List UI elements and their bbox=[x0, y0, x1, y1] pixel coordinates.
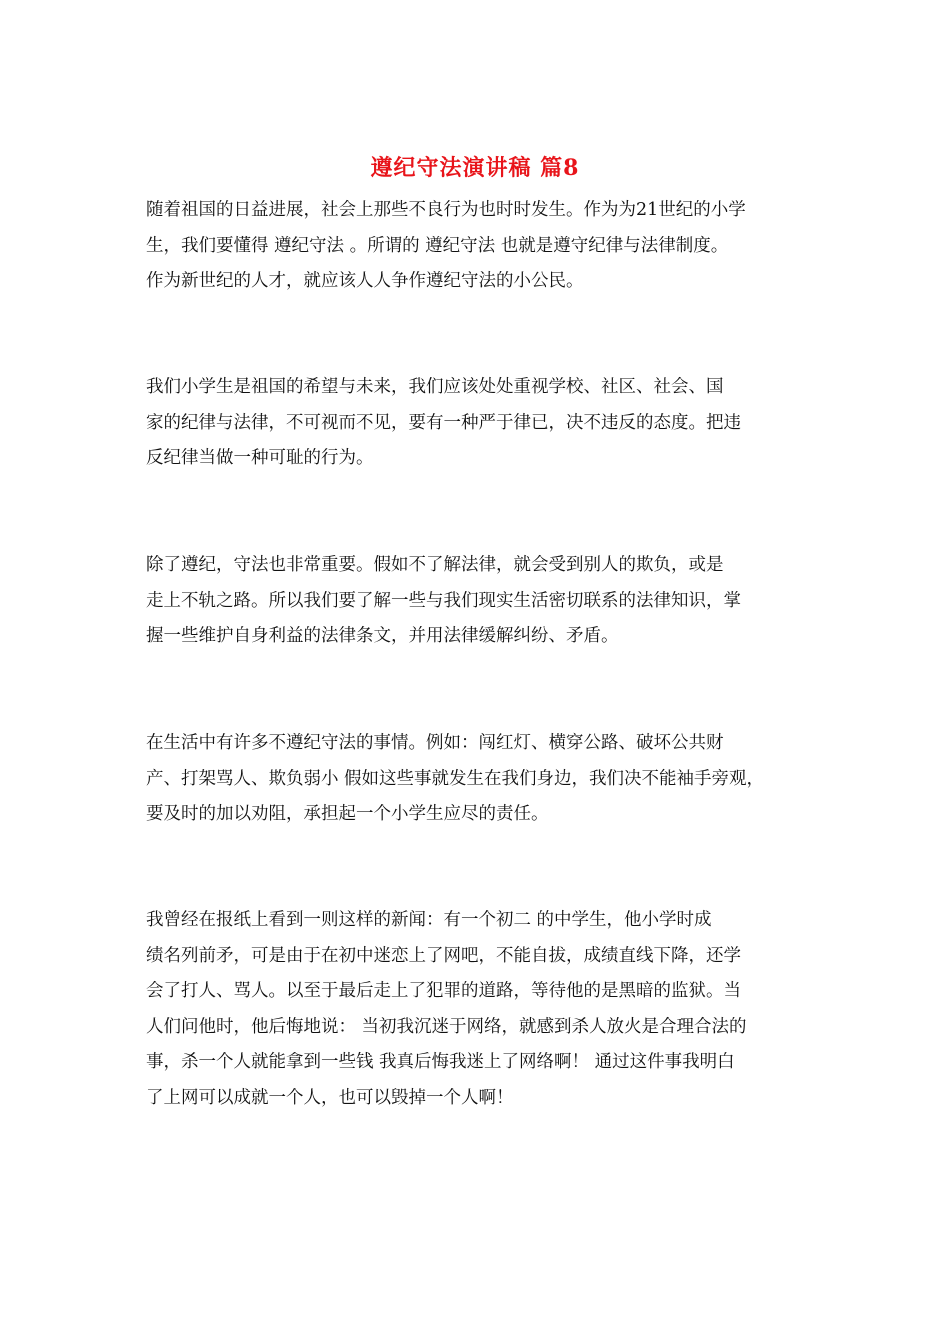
paragraph-line: 生，我们要懂得 遵纪守法 。所谓的 遵纪守法 也就是遵守纪律与法律制度。 bbox=[146, 235, 729, 256]
paragraph-line: 握一些维护自身利益的法律条文，并用法律缓解纠纷、矛盾。 bbox=[146, 626, 619, 646]
paragraph-line: 反纪律当做一种可耻的行为。 bbox=[146, 448, 374, 468]
paragraph-line: 绩名列前矛，可是由于在初中迷恋上了网吧，不能自拔，成绩直线下降，还学 bbox=[146, 945, 741, 966]
paragraph-line: 随着祖国的日益进展，社会上那些不良行为也时时发生。作为为21世纪的小学 bbox=[146, 200, 746, 220]
paragraph-line: 除了遵纪，守法也非常重要。假如不了解法律，就会受到别人的欺负，或是 bbox=[146, 555, 724, 575]
paragraph-line: 产、打架骂人、欺负弱小 假如这些事就发生在我们身边，我们决不能袖手旁观， bbox=[146, 768, 765, 789]
paragraph-line: 事，杀一个人就能拿到一些钱 我真后悔我迷上了网络啊！ 通过这件事我明白 bbox=[146, 1052, 735, 1072]
paragraph-5 bbox=[146, 903, 818, 1116]
paragraph-line: 家的纪律与法律，不可视而不见，要有一种严于律已，决不违反的态度。把违 bbox=[146, 412, 741, 433]
paragraph-line: 在生活中有许多不遵纪守法的事情。例如：闯红灯、横穿公路、破坏公共财 bbox=[146, 733, 724, 753]
paragraph-line: 要及时的加以劝阻，承担起一个小学生应尽的责任。 bbox=[146, 804, 549, 824]
paragraph-line: 我们小学生是祖国的希望与未来，我们应该处处重视学校、社区、社会、国 bbox=[146, 377, 724, 397]
paragraph-3 bbox=[146, 548, 818, 655]
paragraph-4 bbox=[146, 726, 818, 833]
paragraph-line: 人们问他时，他后悔地说： 当初我沉迷于网络，就感到杀人放火是合理合法的 bbox=[146, 1016, 747, 1037]
paragraph-line: 作为新世纪的人才，就应该人人争作遵纪守法的小公民。 bbox=[146, 271, 584, 291]
paragraph-line: 我曾经在报纸上看到一则这样的新闻：有一个初二 的中学生，他小学时成 bbox=[146, 910, 712, 930]
paragraph-2 bbox=[146, 370, 818, 477]
paragraph-line: 了上网可以成就一个人，也可以毁掉一个人啊！ bbox=[146, 1087, 514, 1108]
document-title: 遵纪守法演讲稿 篇8 bbox=[370, 155, 580, 181]
paragraph-1 bbox=[146, 193, 818, 300]
paragraph-line: 走上不轨之路。所以我们要了解一些与我们现实生活密切联系的法律知识，掌 bbox=[146, 590, 741, 611]
paragraph-line: 会了打人、骂人。以至于最后走上了犯罪的道路，等待他的是黑暗的监狱。当 bbox=[146, 981, 741, 1001]
